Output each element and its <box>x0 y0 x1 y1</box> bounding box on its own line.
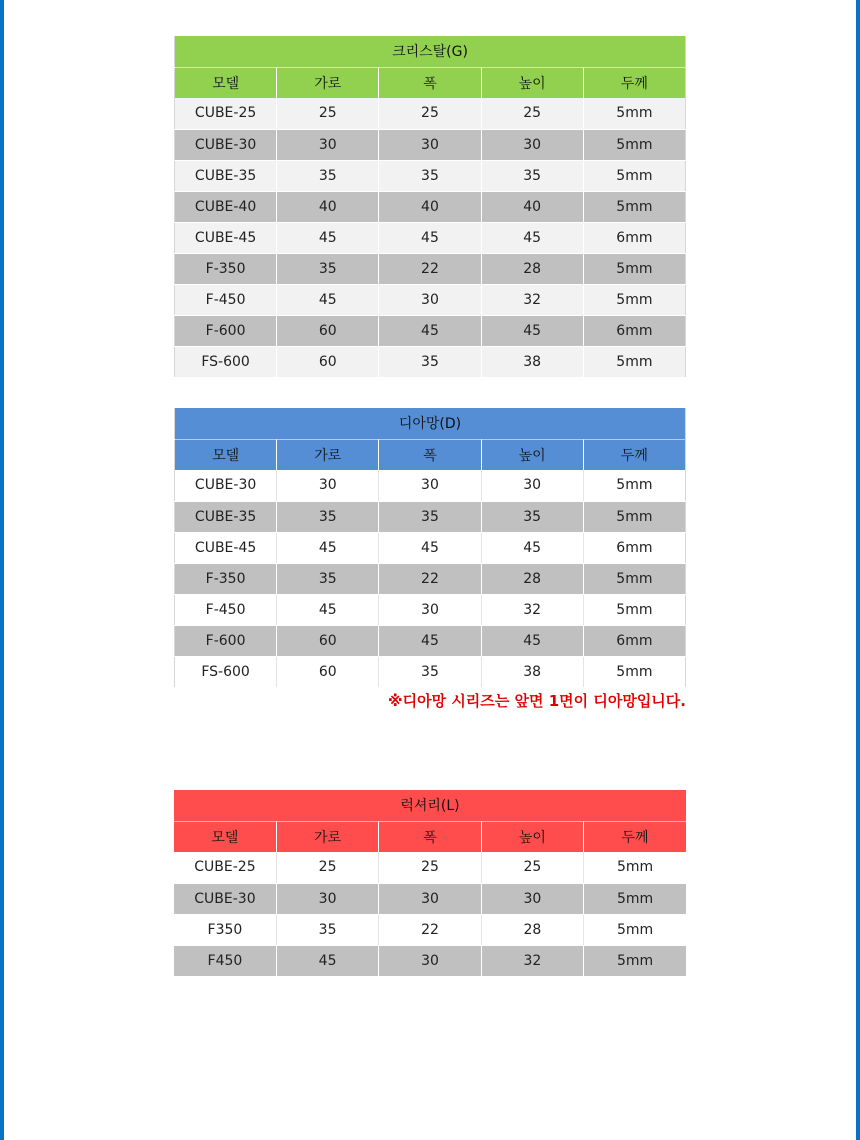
depth-cell: 30 <box>379 883 481 914</box>
thickness-cell: 5mm <box>583 98 685 129</box>
depth-cell: 45 <box>379 625 481 656</box>
model-cell: F350 <box>174 914 276 945</box>
model-cell: CUBE-40 <box>175 191 277 222</box>
depth-cell: 30 <box>379 129 481 160</box>
column-header-depth: 폭 <box>379 439 481 470</box>
model-cell: CUBE-35 <box>175 160 277 191</box>
thickness-cell: 6mm <box>583 222 685 253</box>
crystal-spec-table <box>174 36 686 378</box>
thickness-cell: 5mm <box>584 883 686 914</box>
width-cell: 25 <box>277 98 379 129</box>
model-cell: CUBE-30 <box>175 470 277 501</box>
column-header-width: 가로 <box>277 67 379 98</box>
model-cell: CUBE-30 <box>175 129 277 160</box>
depth-cell: 35 <box>379 501 481 532</box>
table-row <box>175 346 686 377</box>
height-cell: 45 <box>481 625 583 656</box>
width-cell: 45 <box>277 532 379 563</box>
depth-cell: 45 <box>379 315 481 346</box>
thickness-cell: 5mm <box>584 852 686 883</box>
height-cell: 25 <box>481 852 583 883</box>
table-row <box>175 98 686 129</box>
column-header-model: 모델 <box>175 67 277 98</box>
page-border-left <box>0 0 4 1140</box>
model-cell: F-600 <box>175 315 277 346</box>
model-cell: CUBE-45 <box>175 222 277 253</box>
model-cell: CUBE-25 <box>174 852 276 883</box>
width-cell: 60 <box>277 625 379 656</box>
depth-cell: 22 <box>379 914 481 945</box>
width-cell: 30 <box>276 883 378 914</box>
depth-cell: 35 <box>379 160 481 191</box>
depth-cell: 45 <box>379 222 481 253</box>
table-title: 디아망(D) <box>175 408 686 439</box>
table-row <box>174 852 686 883</box>
model-cell: F-450 <box>175 284 277 315</box>
width-cell: 35 <box>277 253 379 284</box>
width-cell: 35 <box>277 501 379 532</box>
table-row <box>175 160 686 191</box>
column-header-height: 높이 <box>481 439 583 470</box>
column-header-width: 가로 <box>277 439 379 470</box>
width-cell: 35 <box>277 563 379 594</box>
table-title: 럭셔리(L) <box>174 790 686 821</box>
column-header-model: 모델 <box>175 439 277 470</box>
thickness-cell: 5mm <box>583 656 685 687</box>
column-header-height: 높이 <box>481 67 583 98</box>
column-header-height: 높이 <box>481 821 583 852</box>
height-cell: 40 <box>481 191 583 222</box>
model-cell: F-350 <box>175 563 277 594</box>
depth-cell: 45 <box>379 532 481 563</box>
model-cell: F-600 <box>175 625 277 656</box>
width-cell: 60 <box>277 315 379 346</box>
table-row <box>175 253 686 284</box>
height-cell: 28 <box>481 253 583 284</box>
height-cell: 38 <box>481 656 583 687</box>
column-header-thickness: 두께 <box>583 439 685 470</box>
table-row <box>175 191 686 222</box>
depth-cell: 25 <box>379 98 481 129</box>
table-row <box>174 883 686 914</box>
depth-cell: 40 <box>379 191 481 222</box>
thickness-cell: 5mm <box>584 914 686 945</box>
depth-cell: 25 <box>379 852 481 883</box>
thickness-cell: 5mm <box>583 160 685 191</box>
height-cell: 25 <box>481 98 583 129</box>
model-cell: CUBE-35 <box>175 501 277 532</box>
table-row <box>175 656 686 687</box>
model-cell: CUBE-25 <box>175 98 277 129</box>
thickness-cell: 6mm <box>583 532 685 563</box>
width-cell: 35 <box>276 914 378 945</box>
table-title: 크리스탈(G) <box>175 36 686 67</box>
model-cell: F450 <box>174 945 276 976</box>
width-cell: 25 <box>276 852 378 883</box>
thickness-cell: 5mm <box>583 284 685 315</box>
width-cell: 45 <box>277 594 379 625</box>
width-cell: 30 <box>277 470 379 501</box>
thickness-cell: 6mm <box>583 315 685 346</box>
height-cell: 32 <box>481 945 583 976</box>
height-cell: 45 <box>481 222 583 253</box>
depth-cell: 30 <box>379 945 481 976</box>
width-cell: 60 <box>277 656 379 687</box>
height-cell: 32 <box>481 284 583 315</box>
depth-cell: 22 <box>379 253 481 284</box>
thickness-cell: 5mm <box>583 470 685 501</box>
thickness-cell: 5mm <box>584 945 686 976</box>
diamang-note: ※디아망 시리즈는 앞면 1면이 디아망입니다. <box>388 692 686 710</box>
height-cell: 38 <box>481 346 583 377</box>
height-cell: 45 <box>481 315 583 346</box>
height-cell: 30 <box>481 470 583 501</box>
model-cell: CUBE-45 <box>175 532 277 563</box>
width-cell: 45 <box>277 284 379 315</box>
thickness-cell: 5mm <box>583 594 685 625</box>
thickness-cell: 5mm <box>583 501 685 532</box>
table-row <box>175 532 686 563</box>
model-cell: FS-600 <box>175 656 277 687</box>
table-row <box>174 945 686 976</box>
table-row <box>174 914 686 945</box>
thickness-cell: 5mm <box>583 129 685 160</box>
column-header-thickness: 두께 <box>584 821 686 852</box>
height-cell: 30 <box>481 883 583 914</box>
height-cell: 32 <box>481 594 583 625</box>
table-row <box>175 594 686 625</box>
width-cell: 40 <box>277 191 379 222</box>
thickness-cell: 5mm <box>583 346 685 377</box>
column-header-thickness: 두께 <box>583 67 685 98</box>
model-cell: CUBE-30 <box>174 883 276 914</box>
width-cell: 45 <box>276 945 378 976</box>
depth-cell: 30 <box>379 594 481 625</box>
model-cell: F-450 <box>175 594 277 625</box>
height-cell: 45 <box>481 532 583 563</box>
thickness-cell: 5mm <box>583 253 685 284</box>
table-row <box>175 284 686 315</box>
thickness-cell: 5mm <box>583 191 685 222</box>
depth-cell: 30 <box>379 470 481 501</box>
height-cell: 35 <box>481 160 583 191</box>
height-cell: 30 <box>481 129 583 160</box>
height-cell: 35 <box>481 501 583 532</box>
column-header-width: 가로 <box>276 821 378 852</box>
width-cell: 45 <box>277 222 379 253</box>
depth-cell: 35 <box>379 656 481 687</box>
depth-cell: 30 <box>379 284 481 315</box>
width-cell: 30 <box>277 129 379 160</box>
model-cell: F-350 <box>175 253 277 284</box>
column-header-depth: 폭 <box>379 67 481 98</box>
column-header-model: 모델 <box>174 821 276 852</box>
thickness-cell: 5mm <box>583 563 685 594</box>
diamang-spec-table <box>174 408 686 688</box>
table-row <box>175 501 686 532</box>
table-row <box>175 470 686 501</box>
thickness-cell: 6mm <box>583 625 685 656</box>
table-row <box>175 625 686 656</box>
table-row <box>175 222 686 253</box>
column-header-depth: 폭 <box>379 821 481 852</box>
depth-cell: 22 <box>379 563 481 594</box>
width-cell: 60 <box>277 346 379 377</box>
table-row <box>175 563 686 594</box>
model-cell: FS-600 <box>175 346 277 377</box>
page-border-right <box>856 0 860 1140</box>
table-row <box>175 315 686 346</box>
width-cell: 35 <box>277 160 379 191</box>
height-cell: 28 <box>481 563 583 594</box>
table-row <box>175 129 686 160</box>
depth-cell: 35 <box>379 346 481 377</box>
luxury-spec-table <box>174 790 686 977</box>
height-cell: 28 <box>481 914 583 945</box>
